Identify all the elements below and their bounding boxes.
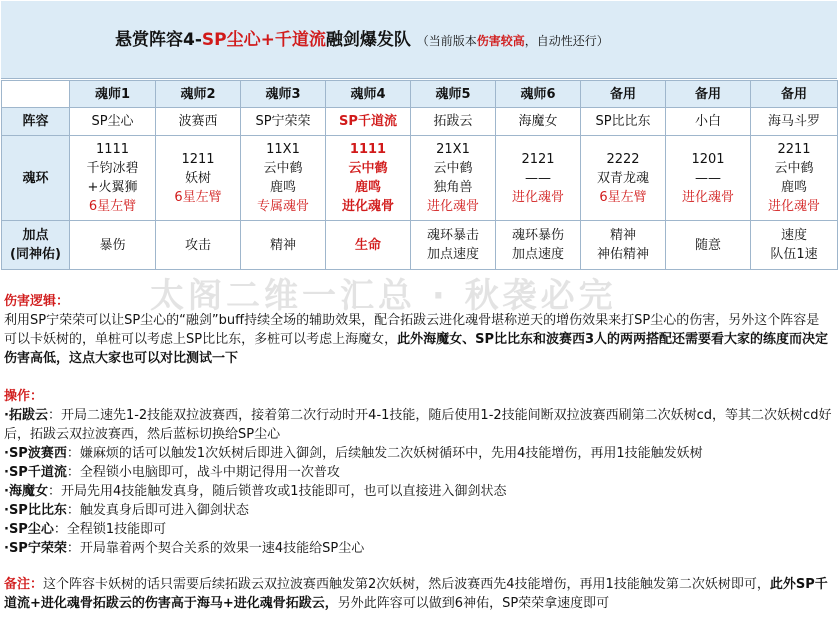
ring-line: 鹿鸣 [780, 180, 807, 195]
title-bar [1, 1, 837, 79]
header-cell: 魂师6 [496, 81, 581, 108]
ring-bone: 进化魂骨 [426, 199, 479, 214]
header-cell: 备用 [581, 81, 666, 108]
points-cell [156, 221, 241, 270]
operation-text: ：全程锁小电脑即可，战斗中期记得用一次普攻 [66, 465, 340, 480]
title-note-pre: （当前版本 [416, 34, 477, 48]
operation-item [4, 501, 832, 520]
ring-line: 双青龙魂 [596, 170, 649, 186]
ring-code: 11X1 [266, 142, 300, 157]
operation-text: ：开局二速先1-2技能双拉波赛西，接着第二次行动时开4-1技能，随后使用1-2技能间断双拉波赛西刷第二次妖树cd，等其二次妖树cd好后，拓跋云双拉波赛西，然后蓝标切换给SP尘心 [4, 408, 832, 442]
operation-name: ·SP宁荣荣 [4, 541, 67, 556]
lineup-cell: SP千道流 [326, 108, 411, 136]
row-label-points [2, 221, 70, 270]
operation-item [4, 463, 832, 482]
soul-ring-row [2, 136, 838, 221]
operation-text: ：开局靠着两个契合关系的效果一速4技能给SP尘心 [66, 541, 365, 556]
ring-bone: 进化魂骨 [341, 199, 394, 214]
operation-item [4, 444, 832, 463]
ring-line: 鹿鸣 [354, 180, 381, 195]
operation-item [4, 539, 832, 558]
points-cell [70, 221, 156, 270]
soul-ring-cell [156, 136, 241, 221]
ring-bone: 进化魂骨 [511, 189, 564, 205]
ring-line: 鹿鸣 [269, 180, 296, 195]
points-line: 攻击 [184, 237, 211, 253]
operation-name: ·SP波赛西 [4, 446, 67, 461]
lineup-cell: 小白 [666, 108, 751, 136]
damage-logic-section [4, 292, 832, 368]
damage-logic-body: 利用SP宁荣荣可以让SP尘心的“融剑”buff持续全场的辅助效果，配合拓跋云进化魂骨堪称逆天的增伤效果来打SP尘心的伤害，另外这个阵容是可以卡妖树的，单桩可以考虑上SP比比东，多桩可以考虑上海魔女， [4, 313, 820, 347]
ring-code: 2211 [777, 142, 811, 157]
points-label-line2: (同神佑) [10, 247, 61, 262]
lineup-row [2, 108, 838, 136]
operation-name: ·SP尘心 [4, 522, 54, 537]
damage-logic-emphasis: 此外海魔女、SP比比东和波赛西3人的两两搭配还需要看大家的练度而决定伤害高低，这点大家也可以对比测试一下 [4, 332, 829, 366]
header-cell [2, 81, 70, 108]
soul-ring-cell [70, 136, 156, 221]
operation-item [4, 482, 832, 501]
soul-ring-cell [241, 136, 326, 221]
points-line: 精神 [609, 228, 636, 243]
remark-text [4, 575, 832, 613]
header-row [2, 81, 838, 108]
operations-section [4, 387, 832, 558]
operation-name: ·SP比比东 [4, 503, 67, 518]
lineup-cell: SP尘心 [70, 108, 156, 136]
header-cell: 魂师5 [411, 81, 496, 108]
points-line: 魂环暴伤 [511, 228, 564, 243]
ring-code: 1111 [95, 142, 130, 157]
operation-item [4, 406, 832, 444]
ring-code: 1111 [349, 142, 387, 157]
title-note-highlight: 伤害较高 [476, 34, 525, 48]
points-line: 魂环暴击 [426, 228, 479, 243]
row-label-lineup: 阵容 [2, 108, 70, 136]
operation-name: ·SP千道流 [4, 465, 67, 480]
title-highlight: SP尘心+千道流 [201, 30, 326, 50]
page-title [115, 25, 609, 50]
operation-name: ·拓跋云 [4, 408, 48, 423]
soul-ring-cell [666, 136, 751, 221]
ring-bone: 6星左臂 [88, 199, 137, 214]
points-line: 加点速度 [426, 247, 479, 262]
ring-line: —— [525, 170, 551, 186]
operation-item [4, 520, 832, 539]
title-part1: 悬赏阵容4- [115, 30, 202, 50]
lineup-cell: SP比比东 [581, 108, 666, 136]
title-part2: 融剑爆发队 [325, 30, 411, 50]
ring-bone: 进化魂骨 [767, 199, 820, 214]
points-cell [581, 221, 666, 270]
points-cell [411, 221, 496, 270]
remark-body-tail: 另外此阵容可以做到6神佑，SP荣荣拿速度即可 [337, 596, 610, 611]
points-label-line1: 加点 [22, 228, 49, 243]
operations-title: 操作： [4, 389, 44, 404]
points-row [2, 221, 838, 270]
remark-emphasis: 此外SP千道流+进化魂骨拓跋云的伤害高于海马+进化魂骨拓跋云， [4, 577, 828, 611]
points-cell [326, 221, 411, 270]
points-line: 精神 [269, 237, 296, 253]
ring-code: 1211 [181, 151, 215, 167]
soul-ring-cell [326, 136, 411, 221]
ring-line: 云中鹤 [774, 161, 814, 176]
header-cell: 魂师1 [70, 81, 156, 108]
ring-line: 独角兽 [433, 180, 473, 195]
points-cell [496, 221, 581, 270]
points-cell [241, 221, 326, 270]
ring-line: +火翼狮 [87, 180, 138, 195]
ring-code: 1201 [691, 151, 725, 167]
watermark: 太阁二维一汇总 · 秋袭必完 [150, 276, 617, 316]
points-line: 随意 [694, 237, 721, 253]
header-cell: 备用 [666, 81, 751, 108]
ring-bone: 进化魂骨 [681, 189, 734, 205]
remark-title: 备注： [4, 577, 44, 592]
operation-text: ：嫌麻烦的话可以触发1次妖树后即进入御剑，后续触发二次妖树循环中，先用4技能增伤，再用1技能触发妖树 [66, 446, 703, 461]
soul-ring-cell [496, 136, 581, 221]
remark-section [4, 575, 832, 613]
soul-ring-cell [581, 136, 666, 221]
title-note-post: ，自动性还行） [524, 34, 609, 48]
ring-line: 千钧冰碧 [86, 161, 139, 176]
ring-line: 云中鹤 [433, 161, 473, 176]
points-cell [666, 221, 751, 270]
lineup-cell: 海魔女 [496, 108, 581, 136]
points-line: 队伍1速 [770, 247, 818, 262]
lineup-cell: 拓跋云 [411, 108, 496, 136]
ring-line: 云中鹤 [348, 161, 388, 176]
lineup-cell: 波赛西 [156, 108, 241, 136]
operation-text: ：全程锁1技能即可 [53, 522, 167, 537]
title-note [417, 34, 609, 48]
ring-bone: 专属魂骨 [256, 199, 309, 214]
remark-body: 这个阵容卡妖树的话只需要后续拓跋云双拉波赛西触发第2次妖树，然后波赛西先4技能增伤，再用1技能触发第二次妖树即可， [43, 577, 770, 592]
ring-bone: 6星左臂 [174, 189, 222, 205]
header-cell: 备用 [751, 81, 838, 108]
ring-bone: 6星左臂 [599, 189, 647, 205]
operation-name: ·海魔女 [4, 484, 48, 499]
ring-code: 2222 [606, 151, 640, 167]
ring-line: —— [695, 170, 721, 186]
header-cell: 魂师3 [241, 81, 326, 108]
operation-text: ：触发真身后即可进入御剑状态 [66, 503, 249, 518]
damage-logic-text [4, 311, 832, 368]
ring-line: 云中鹤 [263, 161, 303, 176]
points-line: 神佑精神 [596, 247, 649, 262]
points-line: 生命 [354, 237, 381, 253]
points-line: 加点速度 [511, 247, 564, 262]
header-cell: 魂师4 [326, 81, 411, 108]
lineup-cell: 海马斗罗 [751, 108, 838, 136]
lineup-cell: SP宁荣荣 [241, 108, 326, 136]
soul-ring-cell [411, 136, 496, 221]
row-label-soul-ring: 魂环 [2, 136, 70, 221]
soul-ring-cell [751, 136, 838, 221]
lineup-table [1, 80, 838, 270]
header-cell: 魂师2 [156, 81, 241, 108]
ring-line: 妖树 [184, 170, 211, 186]
points-line: 暴伤 [99, 237, 126, 253]
operation-text: ：开局先用4技能触发真身，随后锁普攻或1技能即可，也可以直接进入御剑状态 [47, 484, 507, 499]
damage-logic-title: 伤害逻辑： [4, 294, 70, 309]
ring-code: 2121 [521, 151, 555, 167]
points-cell [751, 221, 838, 270]
points-line: 速度 [780, 228, 807, 243]
ring-code: 21X1 [436, 142, 470, 157]
